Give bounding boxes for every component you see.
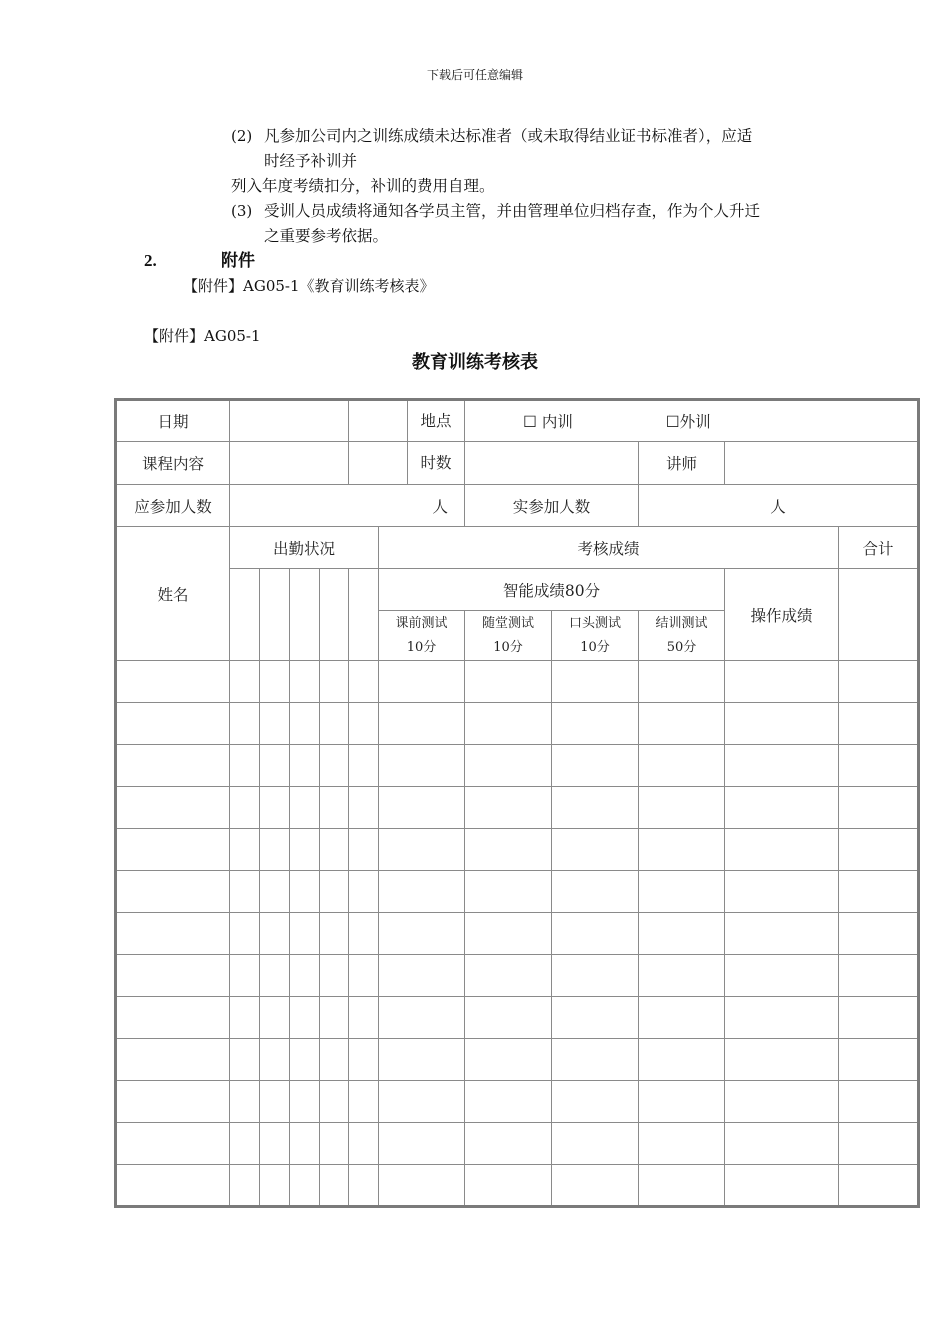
score-cell[interactable] xyxy=(379,745,465,787)
attendance-header: 出勤状况 xyxy=(230,527,379,569)
score-cell[interactable] xyxy=(290,1123,320,1165)
attendance-cell[interactable] xyxy=(290,569,320,661)
score-cell[interactable] xyxy=(290,1039,320,1081)
score-cell[interactable] xyxy=(839,703,919,745)
score-cell[interactable] xyxy=(349,1081,379,1123)
score-cell[interactable] xyxy=(290,955,320,997)
table-row xyxy=(116,703,919,745)
score-cell[interactable] xyxy=(552,661,639,703)
score-cell[interactable] xyxy=(230,661,260,703)
hours-label: 时数 xyxy=(407,442,464,484)
score-cell[interactable] xyxy=(290,829,320,871)
score-cell[interactable] xyxy=(552,745,639,787)
score-cell[interactable] xyxy=(465,661,552,703)
table-row xyxy=(116,1081,919,1123)
score-cell[interactable] xyxy=(379,1165,465,1207)
score-cell[interactable] xyxy=(725,745,839,787)
page-header-note: 下载后可任意编辑 xyxy=(426,68,523,82)
item-number: (2) xyxy=(231,127,253,145)
total-cell[interactable] xyxy=(839,569,919,661)
score-cell[interactable] xyxy=(839,1123,919,1165)
lecturer-label: 讲师 xyxy=(639,442,725,485)
in-class-test-header xyxy=(465,611,552,661)
score-cell[interactable] xyxy=(230,1081,260,1123)
score-cell[interactable] xyxy=(839,787,919,829)
score-cell[interactable] xyxy=(725,1039,839,1081)
hours-cell xyxy=(349,442,465,485)
score-cell[interactable] xyxy=(260,913,290,955)
score-cell[interactable] xyxy=(379,661,465,703)
score-cell[interactable] xyxy=(230,1039,260,1081)
score-cell[interactable] xyxy=(839,913,919,955)
score-cell[interactable] xyxy=(230,1123,260,1165)
attendance-cell[interactable] xyxy=(260,569,290,661)
score-cell[interactable] xyxy=(725,829,839,871)
hours-field[interactable] xyxy=(465,442,639,485)
score-cell[interactable] xyxy=(320,997,349,1039)
score-cell[interactable] xyxy=(465,997,552,1039)
test-points: 10分 xyxy=(580,639,610,655)
score-cell[interactable] xyxy=(349,913,379,955)
score-cell[interactable] xyxy=(552,1123,639,1165)
score-cell[interactable] xyxy=(230,1165,260,1207)
score-cell[interactable] xyxy=(116,955,230,997)
score-cell[interactable] xyxy=(320,703,349,745)
score-cell[interactable] xyxy=(230,829,260,871)
score-cell[interactable] xyxy=(260,1165,290,1207)
score-cell[interactable] xyxy=(552,1165,639,1207)
test-name: 随堂测试 xyxy=(481,615,534,631)
score-cell[interactable] xyxy=(320,1165,349,1207)
section-number: 2. xyxy=(144,251,157,270)
table-row xyxy=(116,1039,919,1081)
score-cell[interactable] xyxy=(552,787,639,829)
score-cell[interactable] xyxy=(725,703,839,745)
score-cell[interactable] xyxy=(725,1165,839,1207)
score-cell[interactable] xyxy=(260,829,290,871)
location-options xyxy=(465,400,919,442)
score-cell[interactable] xyxy=(639,913,725,955)
score-cell[interactable] xyxy=(839,829,919,871)
table-row xyxy=(116,661,919,703)
score-cell[interactable] xyxy=(839,1081,919,1123)
actual-count-field[interactable] xyxy=(639,485,919,527)
form-row-header-1 xyxy=(116,527,919,569)
score-cell[interactable] xyxy=(116,745,230,787)
score-cell[interactable] xyxy=(116,997,230,1039)
table-row xyxy=(116,913,919,955)
score-cell[interactable] xyxy=(465,745,552,787)
score-cell[interactable] xyxy=(320,1081,349,1123)
item-text-line: 列入年度考绩扣分，补训的费用自理。 xyxy=(231,177,495,195)
score-cell[interactable] xyxy=(725,1081,839,1123)
score-cell[interactable] xyxy=(116,1123,230,1165)
score-cell[interactable] xyxy=(552,1081,639,1123)
course-field[interactable] xyxy=(230,442,349,485)
score-cell[interactable] xyxy=(639,829,725,871)
table-row xyxy=(116,1165,919,1207)
score-cell[interactable] xyxy=(639,787,725,829)
score-cell[interactable] xyxy=(230,955,260,997)
score-cell[interactable] xyxy=(320,829,349,871)
oral-test-header xyxy=(552,611,639,661)
score-cell[interactable] xyxy=(465,955,552,997)
score-cell[interactable] xyxy=(552,997,639,1039)
item-text-line: 凡参加公司内之训练成绩未达标准者（或未取得结业证书标准者），应适 xyxy=(264,127,753,145)
score-cell[interactable] xyxy=(379,1039,465,1081)
score-cell[interactable] xyxy=(465,1081,552,1123)
score-cell[interactable] xyxy=(116,1165,230,1207)
table-row xyxy=(116,829,919,871)
score-cell[interactable] xyxy=(552,703,639,745)
expected-count-unit: 人 xyxy=(432,497,448,516)
score-cell[interactable] xyxy=(320,787,349,829)
operation-score-header: 操作成绩 xyxy=(725,569,839,661)
score-cell[interactable] xyxy=(290,997,320,1039)
score-cell[interactable] xyxy=(230,703,260,745)
score-cell[interactable] xyxy=(260,1039,290,1081)
attendance-cell[interactable] xyxy=(230,569,260,661)
score-cell[interactable] xyxy=(379,829,465,871)
external-training-checkbox[interactable]: ☐外训 xyxy=(665,413,711,431)
score-cell[interactable] xyxy=(349,871,379,913)
score-cell[interactable] xyxy=(552,871,639,913)
score-cell[interactable] xyxy=(639,871,725,913)
table-row xyxy=(116,1123,919,1165)
score-cell[interactable] xyxy=(290,703,320,745)
score-cell[interactable] xyxy=(260,1123,290,1165)
score-cell[interactable] xyxy=(349,997,379,1039)
score-cell[interactable] xyxy=(465,829,552,871)
score-cell[interactable] xyxy=(320,913,349,955)
attendance-cell[interactable] xyxy=(320,569,349,661)
score-cell[interactable] xyxy=(260,955,290,997)
score-cell[interactable] xyxy=(379,913,465,955)
table-row xyxy=(116,745,919,787)
name-header: 姓名 xyxy=(116,527,230,661)
score-cell[interactable] xyxy=(552,829,639,871)
score-cell[interactable] xyxy=(725,955,839,997)
score-cell[interactable] xyxy=(725,1123,839,1165)
score-cell[interactable] xyxy=(839,745,919,787)
table-row xyxy=(116,787,919,829)
test-points: 10分 xyxy=(493,639,523,655)
score-cell[interactable] xyxy=(639,955,725,997)
score-cell[interactable] xyxy=(552,913,639,955)
score-cell[interactable] xyxy=(639,997,725,1039)
score-cell[interactable] xyxy=(290,661,320,703)
score-cell[interactable] xyxy=(320,871,349,913)
test-name: 课前测试 xyxy=(395,615,448,631)
score-cell[interactable] xyxy=(725,787,839,829)
score-cell[interactable] xyxy=(260,997,290,1039)
score-cell[interactable] xyxy=(290,1165,320,1207)
score-cell[interactable] xyxy=(320,1123,349,1165)
score-cell[interactable] xyxy=(230,787,260,829)
form-row-course xyxy=(116,442,919,485)
score-cell[interactable] xyxy=(725,871,839,913)
expected-count-field[interactable] xyxy=(230,485,465,527)
score-cell[interactable] xyxy=(116,703,230,745)
internal-training-checkbox[interactable]: ☐ 内训 xyxy=(523,413,573,431)
score-cell[interactable] xyxy=(379,997,465,1039)
score-cell[interactable] xyxy=(116,1081,230,1123)
score-cell[interactable] xyxy=(260,703,290,745)
score-cell[interactable] xyxy=(639,1165,725,1207)
score-cell[interactable] xyxy=(725,913,839,955)
final-test-header xyxy=(639,611,725,661)
score-rows xyxy=(116,661,919,1207)
test-name: 口头测试 xyxy=(568,615,621,631)
evaluation-form-table xyxy=(114,398,920,1208)
pre-test-header xyxy=(379,611,465,661)
lecturer-field[interactable] xyxy=(725,442,919,485)
score-cell[interactable] xyxy=(116,871,230,913)
score-cell[interactable] xyxy=(639,1081,725,1123)
score-cell[interactable] xyxy=(552,1039,639,1081)
score-cell[interactable] xyxy=(260,787,290,829)
score-cell[interactable] xyxy=(320,1039,349,1081)
score-cell[interactable] xyxy=(116,787,230,829)
score-cell[interactable] xyxy=(116,661,230,703)
skill-score-header: 智能成绩80分 xyxy=(379,569,725,611)
score-cell[interactable] xyxy=(839,955,919,997)
score-cell[interactable] xyxy=(290,913,320,955)
score-cell[interactable] xyxy=(465,703,552,745)
score-cell[interactable] xyxy=(349,1123,379,1165)
score-cell[interactable] xyxy=(839,661,919,703)
score-cell[interactable] xyxy=(349,955,379,997)
score-cell[interactable] xyxy=(379,703,465,745)
assessment-header: 考核成绩 xyxy=(379,527,839,569)
item-text-line: 受训人员成绩将通知各学员主管，并由管理单位归档存查，作为个人升迁 xyxy=(264,202,761,220)
score-cell[interactable] xyxy=(465,1039,552,1081)
score-cell[interactable] xyxy=(465,1165,552,1207)
score-cell[interactable] xyxy=(839,1165,919,1207)
score-cell[interactable] xyxy=(465,913,552,955)
score-cell[interactable] xyxy=(349,661,379,703)
score-cell[interactable] xyxy=(230,997,260,1039)
date-label: 日期 xyxy=(116,400,230,442)
score-cell[interactable] xyxy=(639,661,725,703)
score-cell[interactable] xyxy=(290,745,320,787)
form-row-date xyxy=(116,400,919,442)
test-points: 10分 xyxy=(406,639,437,655)
score-cell[interactable] xyxy=(260,1081,290,1123)
score-cell[interactable] xyxy=(349,745,379,787)
score-cell[interactable] xyxy=(725,997,839,1039)
form-row-headcount xyxy=(116,485,919,527)
attachment-reference: 【附件】AG05-1《教育训练考核表》 xyxy=(183,277,435,295)
section-title: 附件 xyxy=(221,251,255,271)
expected-count-label: 应参加人数 xyxy=(116,485,230,527)
location-label: 地点 xyxy=(407,401,464,441)
score-cell[interactable] xyxy=(349,829,379,871)
score-cell[interactable] xyxy=(320,661,349,703)
test-name: 结训测试 xyxy=(655,615,708,631)
table-row xyxy=(116,955,919,997)
test-points: 50分 xyxy=(666,639,697,655)
item-text-line: 时经予补训并 xyxy=(264,152,358,170)
course-label: 课程内容 xyxy=(116,442,230,485)
score-cell[interactable] xyxy=(552,955,639,997)
score-cell[interactable] xyxy=(290,787,320,829)
score-cell[interactable] xyxy=(260,745,290,787)
score-cell[interactable] xyxy=(465,871,552,913)
score-cell[interactable] xyxy=(230,913,260,955)
score-cell[interactable] xyxy=(639,703,725,745)
score-cell[interactable] xyxy=(349,787,379,829)
attachment-label: 【附件】AG05-1 xyxy=(144,327,261,345)
actual-count-label: 实参加人数 xyxy=(465,485,639,527)
score-cell[interactable] xyxy=(260,871,290,913)
score-cell[interactable] xyxy=(725,661,839,703)
date-field[interactable] xyxy=(230,400,349,442)
score-cell[interactable] xyxy=(379,1123,465,1165)
score-cell[interactable] xyxy=(839,997,919,1039)
item-number: (3) xyxy=(231,202,253,220)
score-cell[interactable] xyxy=(839,871,919,913)
item-text-line: 之重要参考依据。 xyxy=(264,227,389,245)
score-cell[interactable] xyxy=(320,745,349,787)
score-cell[interactable] xyxy=(290,1081,320,1123)
score-cell[interactable] xyxy=(260,661,290,703)
score-cell[interactable] xyxy=(639,1123,725,1165)
score-cell[interactable] xyxy=(379,955,465,997)
actual-count-unit: 人 xyxy=(770,497,786,516)
score-cell[interactable] xyxy=(639,745,725,787)
score-cell[interactable] xyxy=(230,871,260,913)
score-cell[interactable] xyxy=(349,1165,379,1207)
score-cell[interactable] xyxy=(639,1039,725,1081)
score-cell[interactable] xyxy=(379,787,465,829)
table-row xyxy=(116,871,919,913)
score-cell[interactable] xyxy=(839,1039,919,1081)
total-header: 合计 xyxy=(839,527,919,569)
form-row-header-2 xyxy=(116,569,919,611)
score-cell[interactable] xyxy=(290,871,320,913)
score-cell[interactable] xyxy=(116,913,230,955)
score-cell[interactable] xyxy=(349,703,379,745)
table-row xyxy=(116,997,919,1039)
location-cell xyxy=(349,400,465,442)
score-cell[interactable] xyxy=(349,1039,379,1081)
score-cell[interactable] xyxy=(379,1081,465,1123)
score-cell[interactable] xyxy=(116,829,230,871)
score-cell[interactable] xyxy=(465,787,552,829)
attendance-cell[interactable] xyxy=(349,569,379,661)
score-cell[interactable] xyxy=(116,1039,230,1081)
score-cell[interactable] xyxy=(320,955,349,997)
form-title: 教育训练考核表 xyxy=(412,352,538,373)
score-cell[interactable] xyxy=(230,745,260,787)
score-cell[interactable] xyxy=(379,871,465,913)
score-cell[interactable] xyxy=(465,1123,552,1165)
